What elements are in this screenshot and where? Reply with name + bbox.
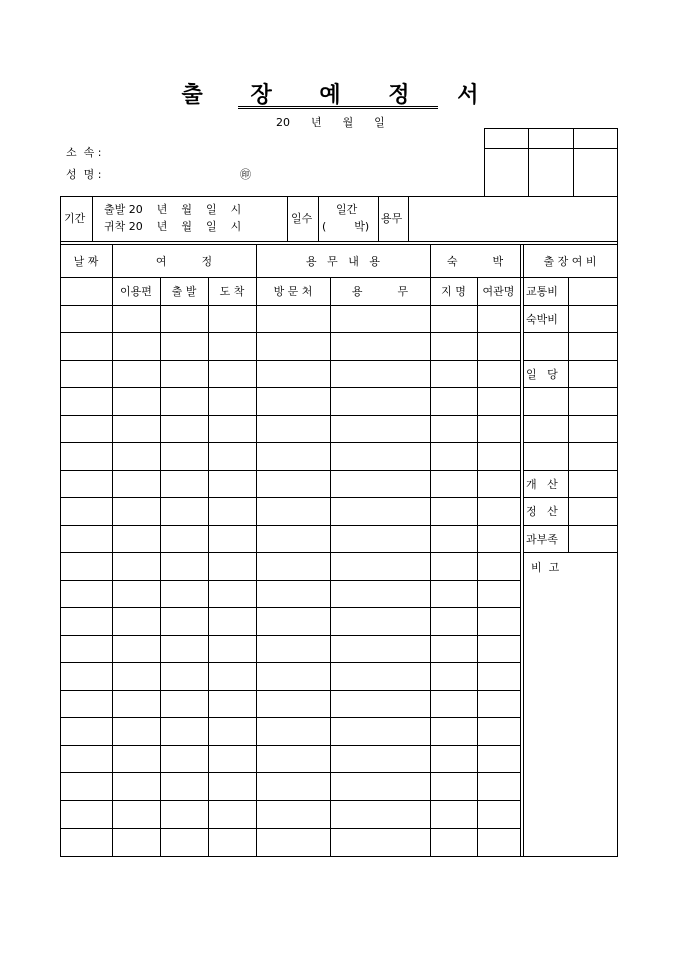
header-lodging: 숙 박 xyxy=(446,255,504,268)
expense-daily: 일 당 xyxy=(526,368,558,381)
header-itinerary: 여 정 xyxy=(155,255,213,268)
nights-unit: ( 박) xyxy=(322,220,370,233)
header-expense: 출 장 여 비 xyxy=(543,255,597,268)
business-label: 용무 xyxy=(381,212,403,225)
header-business: 용 무 내 용 xyxy=(306,255,380,268)
subheader-business: 용 무 xyxy=(351,285,409,298)
depart-line: 출발 20 년 월 일 시 xyxy=(104,203,242,216)
subheader-place: 지 명 xyxy=(441,285,466,298)
expense-transport-fee: 교통비 xyxy=(526,285,558,298)
subheader-depart: 출 발 xyxy=(171,285,197,298)
subheader-inn: 여관명 xyxy=(482,285,515,298)
date-line: 20 년 월 일 xyxy=(276,116,385,129)
days-unit: 일간 xyxy=(336,203,358,216)
seal-mark: ㊞ xyxy=(240,168,251,181)
period-label: 기간 xyxy=(64,212,86,225)
header-date: 날 짜 xyxy=(73,255,99,268)
subheader-visit: 방 문 처 xyxy=(273,285,313,298)
return-line: 귀착 20 년 월 일 시 xyxy=(104,220,242,233)
affiliation-label: 소 속 : xyxy=(66,146,102,159)
expense-surplus: 과부족 xyxy=(526,533,558,546)
expense-estimate: 개 산 xyxy=(526,478,558,491)
expense-remarks: 비 고 xyxy=(531,561,560,574)
expense-settle: 정 산 xyxy=(526,505,558,518)
expense-lodging-fee: 숙박비 xyxy=(526,313,558,326)
title-underline xyxy=(238,106,438,109)
subheader-arrive: 도 착 xyxy=(219,285,245,298)
document-title: 출 장 예 정 서 xyxy=(181,82,499,108)
subheader-transport: 이용편 xyxy=(120,285,152,298)
days-label: 일수 xyxy=(291,212,313,225)
name-label: 성 명 : xyxy=(66,168,102,181)
